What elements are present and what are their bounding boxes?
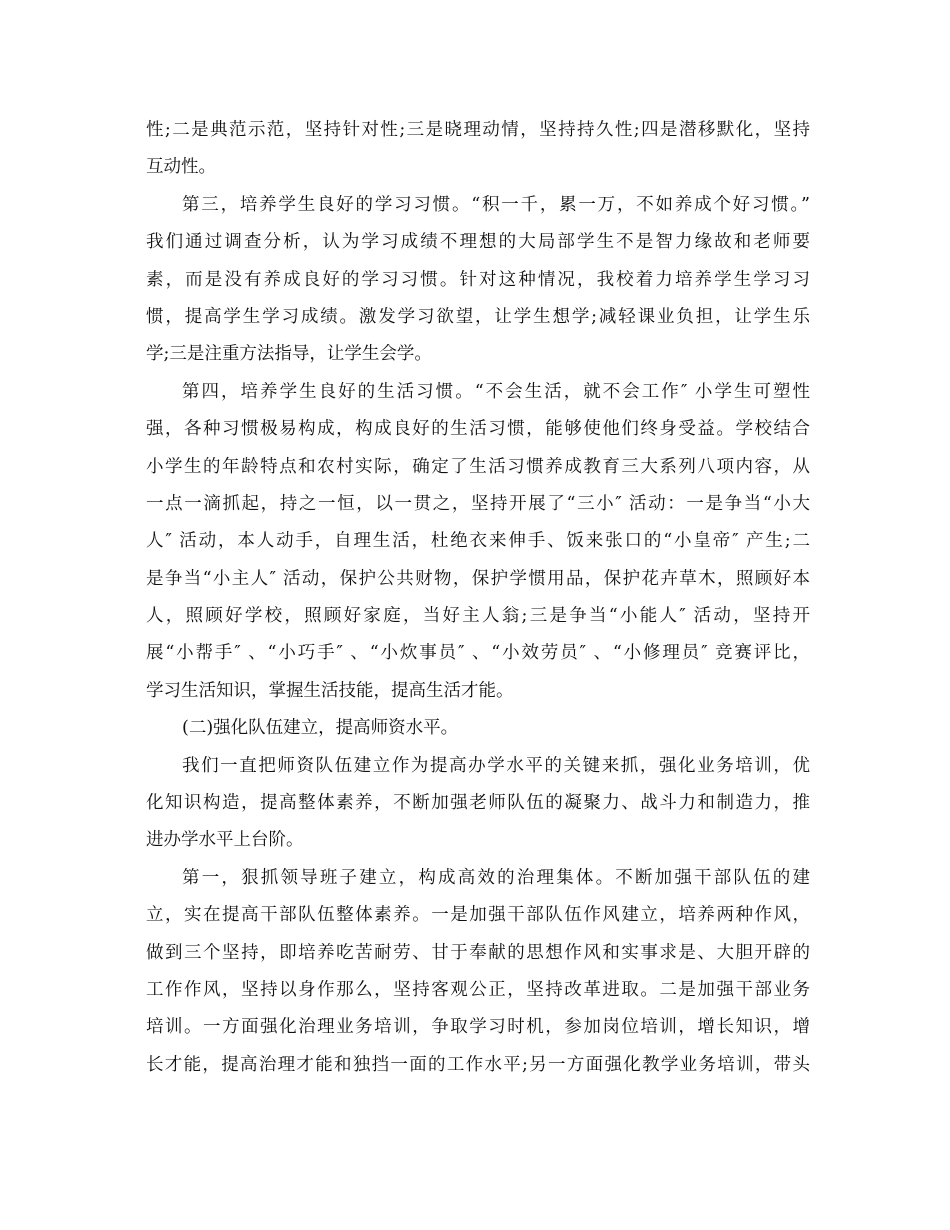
section-heading: (二)强化队伍建立，提高师资水平。: [182, 718, 459, 739]
text-line: 一点一滴抓起，持之一恒，以一贯之，坚持开展了“三小″ 活动：一是争当“小大: [146, 493, 810, 514]
text-line: 我们一直把师资队伍建立作为提高办学水平的关键来抓，强化业务培训，优: [182, 755, 810, 776]
text-line: 人″ 活动，本人动手，自理生活，杜绝衣来伸手、饭来张口的“小皇帝″ 产生;二: [146, 531, 810, 552]
text-line: 学;三是注重方法指导，让学生会学。: [146, 344, 432, 365]
text-line: 素，而是没有养成良好的学习习惯。针对这种情况，我校着力培养学生学习习: [146, 269, 810, 290]
document-page: [146, 112, 810, 1084]
text-line: 培训。一方面强化治理业务培训，争取学习时机，参加岗位培训，增长知识，增: [146, 1017, 810, 1038]
text-line: 是争当“小主人″ 活动，保护公共财物，保护学惯用品，保护花卉草木，照顾好本: [146, 568, 810, 589]
text-line: 性;二是典范示范，坚持针对性;三是晓理动情，坚持持久性;四是潜移默化，坚持: [146, 120, 810, 140]
text-line: 小学生的年龄特点和农村实际，确定了生活习惯养成教育三大系列八项内容，从: [146, 456, 810, 477]
text-line: 长才能，提高治理才能和独挡一面的工作水平;另一方面强化教学业务培训，带头: [146, 1054, 810, 1075]
text-line: 立，实在提高干部队伍整体素养。一是加强干部队伍作风建立，培养两种作风，: [146, 905, 810, 926]
text-line: 学习生活知识，掌握生活技能，提高生活才能。: [146, 680, 514, 701]
text-line: 化知识构造，提高整体素养，不断加强老师队伍的凝聚力、战斗力和制造力，推: [146, 793, 810, 814]
text-line: 第四，培养学生良好的生活习惯。“不会生活，就不会工作″ 小学生可塑性: [182, 381, 810, 402]
text-line: 做到三个坚持，即培养吃苦耐劳、甘于奉献的思想作风和实事求是、大胆开辟的: [146, 942, 810, 963]
text-line: 第三，培养学生良好的学习习惯。“积一千，累一万，不如养成个好习惯。”: [182, 194, 810, 215]
text-line: 互动性。: [146, 157, 216, 178]
text-line: 人，照顾好学校，照顾好家庭，当好主人翁;三是争当“小能人″ 活动，坚持开: [146, 606, 810, 627]
text-line: 我们通过调查分析，认为学习成绩不理想的大局部学生不是智力缘故和老师要: [146, 232, 810, 253]
text-line: 展“小帮手″ 、“小巧手″ 、“小炊事员″ 、“小效劳员″ 、“小修理员″ 竞赛评比，: [146, 643, 810, 664]
text-line: 进办学水平上台阶。: [146, 830, 304, 851]
text-line: 工作作风，坚持以身作那么，坚持客观公正，坚持改革进取。二是加强干部业务: [146, 979, 810, 1000]
text-line: 第一，狠抓领导班子建立，构成高效的治理集体。不断加强干部队伍的建: [182, 867, 810, 888]
text-line: 惯，提高学生学习成绩。激发学习欲望，让学生想学;减轻课业负担，让学生乐: [146, 306, 810, 327]
text-line: 强，各种习惯极易构成，构成良好的生活习惯，能够使他们终身受益。学校结合: [146, 419, 810, 440]
